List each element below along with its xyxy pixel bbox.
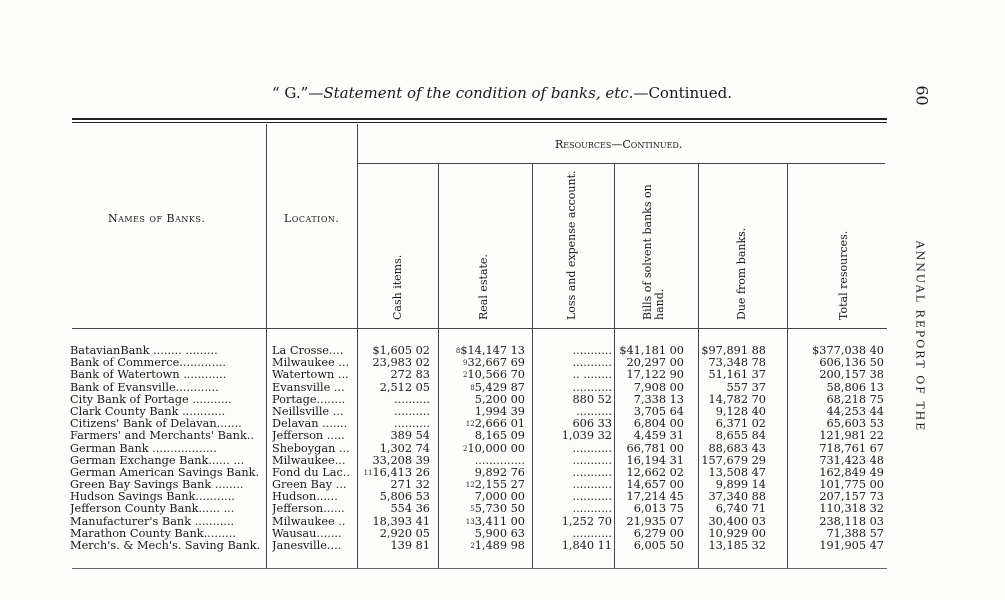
total-resources-value-text: 191,905 47	[819, 539, 884, 552]
bills-on-hand-value-text: 17,214 45	[626, 490, 684, 504]
bank-name	[70, 394, 265, 406]
real-estate-value-text: 5,900 63	[474, 526, 525, 540]
due-from-banks-value-text: 14,782 70	[708, 392, 766, 406]
bank-location-text: Neillsville ...	[272, 405, 344, 418]
bank-name-text: Hudson Savings Bank...........	[70, 491, 235, 504]
cash-items-value-text: 139 81	[390, 539, 430, 552]
due-from-banks-value-text: 13,185 32	[708, 539, 766, 552]
total-resources-value	[804, 540, 884, 552]
bank-location	[272, 455, 356, 467]
loss-expense-value-text: ...........	[572, 465, 612, 479]
title-prefix: “ G.”—	[272, 84, 324, 102]
bills-on-hand-value-text: 14,657 00	[626, 478, 684, 492]
bills-on-hand-value-text: 6,279 00	[633, 526, 684, 540]
header-cash-items: Cash items.	[391, 254, 404, 320]
due-from-banks-value-text: $97,891 88	[701, 344, 766, 357]
bank-location-text: Janesville....	[272, 540, 342, 552]
bank-name-text: Citizens' Bank of Delavan.......	[70, 418, 242, 431]
due-from-banks-value-text: 51,161 37	[708, 368, 766, 382]
footnote-marker: 8	[470, 383, 475, 392]
bank-location-text: Jefferson......	[272, 503, 345, 516]
cash-items-value-text: 2,920 05	[379, 526, 430, 540]
bank-location	[272, 540, 356, 552]
bank-name-text: Manufacturer's Bank ...........	[70, 515, 235, 528]
bank-location	[272, 345, 356, 357]
header-loss-expense: Loss and expense account.	[565, 170, 578, 320]
bank-location	[272, 443, 356, 455]
loss-expense-value-text: ...........	[572, 502, 612, 516]
total-resources-value-text: 110,318 32	[819, 502, 884, 516]
total-resources-value-text: 68,218 75	[826, 392, 884, 406]
bank-location-text: Wausau.......	[272, 527, 342, 540]
real-estate-value-text: 9,892 76	[474, 465, 525, 479]
bank-name-text: Jefferson County Bank...... ...	[70, 503, 235, 516]
bank-location-text: Milwaukee...	[272, 454, 346, 467]
bills-on-hand-value-text: 6,804 00	[633, 417, 684, 431]
top-rule	[72, 118, 887, 120]
loss-expense-value-text: ...........	[572, 356, 612, 370]
real-estate-value-text: 7,000 00	[474, 490, 525, 504]
due-from-banks-value-text: 157,679 29	[701, 453, 766, 467]
total-resources-value-text: 101,775 00	[819, 478, 884, 492]
bank-name-text: Clark County Bank ............	[70, 405, 226, 418]
title-italic: Statement of the condition of banks, etc.	[323, 84, 634, 102]
bills-on-hand-value-text: 12,662 02	[626, 465, 684, 479]
total-resources-value-text: 162,849 49	[819, 465, 884, 479]
running-head: ANNUAL REPORT OF THE	[913, 240, 927, 433]
loss-expense-value-text: 1,252 70	[561, 514, 612, 528]
bank-name	[70, 430, 265, 442]
footnote-marker: 2	[470, 542, 475, 550]
real-estate-value-text: 1,994 39	[474, 404, 525, 418]
header-total-resources: Total resources.	[837, 230, 850, 320]
footnote-marker: 2	[463, 444, 468, 453]
due-from-banks-value-text: 13,508 47	[708, 465, 766, 479]
bank-location-text: Sheboygan ...	[272, 442, 350, 455]
total-resources-value-text: 238,118 03	[819, 514, 884, 528]
bank-name	[70, 382, 265, 394]
real-estate-value-text: 10,000 00	[467, 441, 525, 455]
bank-name-text: German Exchange Bank...... ...	[70, 454, 245, 467]
bank-location-text: Green Bay ...	[272, 479, 347, 492]
footnote-marker: 11	[363, 468, 373, 477]
bank-location	[272, 418, 356, 430]
table-body	[0, 345, 900, 552]
bank-name	[70, 467, 265, 479]
bank-name	[70, 503, 265, 515]
header-due-from-banks: Due from banks.	[735, 227, 748, 320]
real-estate-value-text: 5,730 50	[474, 502, 525, 516]
real-estate-value-text: 2,666 01	[474, 417, 525, 431]
total-resources-value-text: $377,038 40	[812, 344, 884, 357]
cash-items-value-text: 5,806 53	[379, 490, 430, 504]
bank-location	[272, 406, 356, 418]
bank-location	[272, 528, 356, 540]
bills-on-hand-value	[616, 540, 684, 552]
real-estate-value	[440, 540, 525, 552]
loss-expense-value	[534, 540, 612, 552]
footnote-marker: 9	[463, 359, 468, 368]
cash-items-value-text: ..........	[394, 404, 430, 418]
bank-location	[272, 467, 356, 479]
cash-items-value-text: 271 32	[390, 478, 430, 492]
bank-location-text: Milwaukee ...	[272, 357, 350, 370]
bills-on-hand-value-text: 20,297 00	[626, 356, 684, 370]
table-row	[0, 540, 900, 552]
bank-name-text: German Bank ..................	[70, 442, 217, 455]
bank-name-text: Merch's. & Mech's. Saving Bank.	[70, 540, 261, 552]
due-from-banks-value-text: 37,340 88	[708, 490, 766, 504]
cash-items-value-text: ..........	[394, 417, 430, 431]
bank-name	[70, 479, 265, 491]
cash-items-value-text: $1,605 02	[372, 344, 430, 357]
bills-on-hand-value-text: 6,013 75	[633, 502, 684, 516]
bank-name-text: Bank of Evansville............	[70, 381, 219, 394]
bank-location	[272, 382, 356, 394]
bills-on-hand-value-text: 4,459 31	[633, 429, 684, 443]
bank-location-text: Delavan .......	[272, 418, 348, 431]
bank-name-text: Bank of Commerce.............	[70, 357, 226, 370]
due-from-banks-value	[700, 540, 766, 552]
bank-location	[272, 369, 356, 381]
page-title	[272, 84, 732, 102]
real-estate-value-text: 32,667 69	[467, 356, 525, 370]
bank-location-text: Evansville ...	[272, 381, 345, 394]
bank-location	[272, 479, 356, 491]
loss-expense-value-text: 1,039 32	[561, 429, 612, 443]
bank-name	[70, 491, 265, 503]
bank-name	[70, 443, 265, 455]
cash-items-value-text: 554 36	[390, 502, 430, 516]
total-resources-value-text: 200,157 38	[819, 368, 884, 382]
cash-items-value-text: 272 83	[390, 368, 430, 382]
bank-location	[272, 503, 356, 515]
loss-expense-value-text: .. ........	[572, 368, 612, 382]
page-number: 60	[912, 85, 932, 106]
real-estate-value-text: ..............	[474, 453, 525, 467]
cash-items-value-text: 2,512 05	[379, 380, 430, 394]
bank-name-text: Green Bay Savings Bank ........	[70, 479, 244, 492]
bank-name	[70, 369, 265, 381]
bills-on-hand-value-text: 66,781 00	[626, 441, 684, 455]
due-from-banks-value-text: 557 37	[726, 380, 766, 394]
bank-location-text: Portage........	[272, 393, 346, 406]
bank-name	[70, 540, 265, 552]
loss-expense-value-text: ...........	[572, 380, 612, 394]
bills-on-hand-value-text: 17,122 90	[626, 368, 684, 382]
header-bills-solvent-banks: Bills of solvent banks on hand.	[641, 184, 666, 320]
bank-name-text: Marathon County Bank.........	[70, 527, 236, 540]
bank-name-text: Bank of Watertown ............	[70, 369, 227, 382]
cash-items-value-text: ..........	[394, 392, 430, 406]
bank-name	[70, 418, 265, 430]
header-rule	[72, 328, 887, 329]
total-resources-value-text: 731,423 48	[819, 453, 884, 467]
real-estate-value-text: 3,411 00	[474, 514, 525, 528]
due-from-banks-value-text: 6,740 71	[715, 502, 766, 516]
loss-expense-value-text: ...........	[572, 478, 612, 492]
footnote-marker: 8	[455, 347, 461, 355]
real-estate-value-text: 1,489 98	[474, 539, 525, 552]
footnote-marker: 13	[465, 517, 475, 526]
real-estate-value-text: $14,147 13	[460, 344, 525, 357]
bank-location	[272, 394, 356, 406]
bank-name	[70, 406, 265, 418]
cash-items-value-text: 18,393 41	[372, 514, 430, 528]
loss-expense-value-text: ...........	[572, 490, 612, 504]
header-location: Location.	[284, 212, 340, 225]
cash-items-value-text: 33,208 39	[372, 453, 430, 467]
header-real-estate: Real estate.	[477, 254, 490, 320]
header-names-of-banks: Names of Banks.	[108, 212, 206, 225]
bank-location-text: Hudson......	[272, 491, 338, 504]
bank-location	[272, 430, 356, 442]
loss-expense-value-text: 606 33	[572, 417, 612, 431]
due-from-banks-value-text: 9,128 40	[715, 404, 766, 418]
total-resources-value-text: 121,981 22	[819, 429, 884, 443]
bank-name-text: BatavianBank ........ .........	[70, 345, 218, 357]
bank-location-text: Milwaukee ..	[272, 515, 346, 528]
bills-on-hand-value-text: 3,705 64	[633, 404, 684, 418]
loss-expense-value-text: 1,840 11	[561, 539, 612, 552]
bank-location-text: Fond du Lac..	[272, 466, 350, 479]
bills-on-hand-value-text: 7,908 00	[633, 380, 684, 394]
due-from-banks-value-text: 10,929 00	[708, 526, 766, 540]
total-resources-value-text: 71,388 57	[826, 526, 884, 540]
total-resources-value-text: 207,157 73	[819, 490, 884, 504]
real-estate-value-text: 2,155 27	[474, 478, 525, 492]
bank-location-text: Watertown ...	[272, 369, 349, 382]
loss-expense-value-text: ...........	[572, 453, 612, 467]
bank-name-text: Farmers' and Merchants' Bank..	[70, 430, 254, 443]
bank-location-text: La Crosse....	[272, 345, 344, 357]
footnote-marker: 12	[465, 420, 475, 429]
title-suffix: —Continued.	[633, 84, 733, 102]
total-resources-value-text: 718,761 67	[819, 441, 884, 455]
bills-on-hand-value-text: 7,338 13	[633, 392, 684, 406]
total-resources-value-text: 606,136 50	[819, 356, 884, 370]
bills-on-hand-value-text: $41,181 00	[619, 344, 684, 357]
due-from-banks-value-text: 30,400 03	[708, 514, 766, 528]
footnote-marker: 5	[470, 505, 475, 514]
total-resources-value-text: 58,806 13	[826, 380, 884, 394]
loss-expense-value-text: 880 52	[572, 392, 612, 406]
footnote-marker: 2	[463, 371, 468, 380]
real-estate-value-text: 10,566 70	[467, 368, 525, 382]
cash-items-value	[360, 540, 430, 552]
bank-name	[70, 528, 265, 540]
loss-expense-value-text: ..........	[576, 404, 612, 418]
loss-expense-value-text: ...........	[572, 441, 612, 455]
cash-items-value-text: 389 54	[390, 429, 430, 443]
total-resources-value-text: 65,603 53	[826, 417, 884, 431]
real-estate-value-text: 8,165 09	[474, 429, 525, 443]
cash-items-value-text: 1,302 74	[379, 441, 430, 455]
bills-on-hand-value-text: 16,194 31	[626, 453, 684, 467]
header-resources-continued: Resources—Continued.	[555, 138, 683, 151]
bank-name-text: German American Savings Bank.	[70, 466, 260, 479]
bills-on-hand-value-text: 21,935 07	[626, 514, 684, 528]
bank-name	[70, 516, 265, 528]
bank-location	[272, 491, 356, 503]
due-from-banks-value-text: 88,683 43	[708, 441, 766, 455]
bank-location	[272, 516, 356, 528]
real-estate-value-text: 5,200 00	[474, 392, 525, 406]
bank-name	[70, 345, 265, 357]
due-from-banks-value-text: 8,655 84	[715, 429, 766, 443]
due-from-banks-value-text: 6,371 02	[715, 417, 766, 431]
loss-expense-value-text: ...........	[572, 526, 612, 540]
total-resources-value-text: 44,253 44	[826, 404, 884, 418]
bank-location	[272, 357, 356, 369]
bank-location-text: Jefferson .....	[272, 430, 345, 443]
cash-items-value-text: 16,413 26	[372, 465, 430, 479]
real-estate-value-text: 5,429 87	[474, 380, 525, 394]
bank-name	[70, 455, 265, 467]
bills-on-hand-value-text: 6,005 50	[633, 539, 684, 552]
due-from-banks-value-text: 9,899 14	[715, 478, 766, 492]
footnote-marker: 12	[465, 481, 475, 490]
bank-name	[70, 357, 265, 369]
bottom-rule	[72, 568, 887, 569]
cash-items-value-text: 23,983 02	[372, 356, 430, 370]
due-from-banks-value-text: 73,348 78	[708, 356, 766, 370]
loss-expense-value-text: ...........	[572, 344, 612, 357]
top-rule-thin	[72, 122, 887, 123]
bank-name-text: City Bank of Portage ...........	[70, 393, 232, 406]
